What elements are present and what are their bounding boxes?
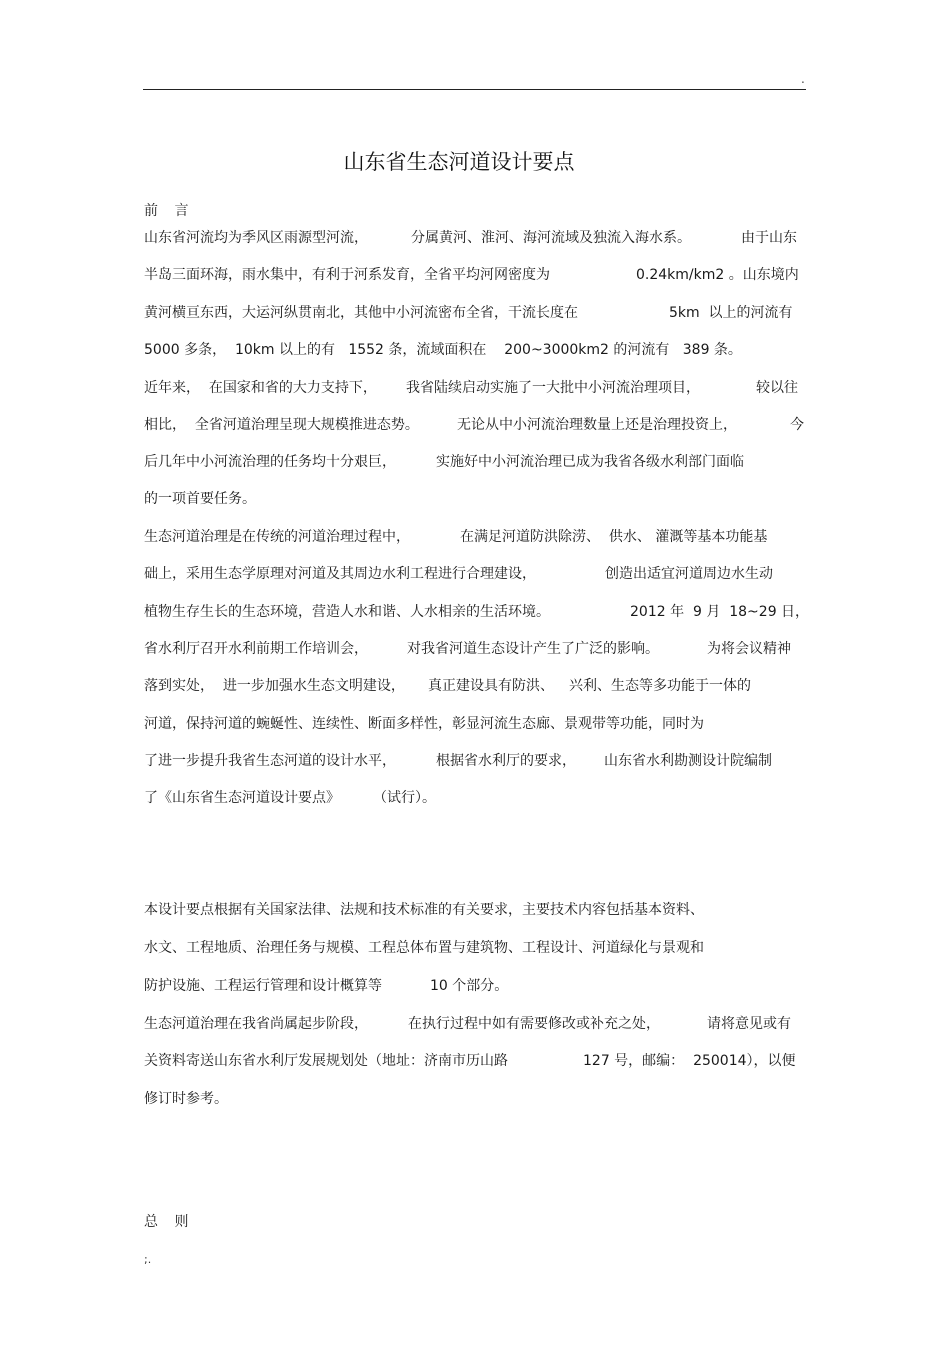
text-segment: 的一项首要任务。 [144,491,256,507]
text-segment: 了进一步提升我省生态河道的设计水平， [144,753,396,769]
text-segment: 0.24km/km2 。山东境内 [636,267,799,283]
text-segment: 落到实处， 进一步加强水生态文明建设， [144,678,405,694]
text-line [144,416,814,434]
text-segment: 了《山东省生态河道设计要点》 [144,790,340,806]
text-segment: 创造出适宜河道周边水生动 [605,566,773,582]
text-segment: 真正建设具有防洪、 [428,678,554,694]
text-segment: 生态河道治理是在传统的河道治理过程中， [144,529,410,545]
text-segment: 半岛三面环海，雨水集中，有利于河系发育，全省平均河网密度为 [144,267,550,283]
text-line [144,379,814,397]
text-segment: 本设计要点根据有关国家法律、法规和技术标准的有关要求，主要技术内容包括基本资料、 [144,902,704,918]
text-line [144,789,814,807]
text-segment: 为将会议精神 [707,641,791,657]
text-line [144,715,814,733]
text-line [144,565,814,583]
text-segment: 分属黄河、淮河、海河流域及独流入海水系。 [411,230,691,246]
text-segment: 相比， 全省河道治理呈现大规模推进态势。 [144,417,419,433]
text-segment: 由于山东 [741,230,797,246]
text-segment: 省水利厅召开水利前期工作培训会， [144,641,368,657]
text-segment: 今 [790,417,804,433]
text-segment: 我省陆续启动实施了一大批中小河流治理项目， [406,380,700,396]
section-heading-preface: 前 言 [144,203,195,219]
text-line [144,490,814,508]
text-segment: 山东省河流均为季风区雨源型河流， [144,230,368,246]
text-line [144,266,814,284]
text-segment: 近年来， 在国家和省的大力支持下， [144,380,377,396]
footer-mark: ;. [144,1253,152,1266]
header-corner-mark: . [801,72,805,86]
text-segment: 根据省水利厅的要求， [436,753,576,769]
text-line [144,752,814,770]
text-line [144,977,814,995]
text-line [144,304,814,322]
text-line [144,677,814,695]
header-rule [143,89,806,90]
text-segment: 10 个部分。 [430,978,509,994]
text-line [144,341,814,359]
text-segment: 5000 多条， 10km 以上的有 1552 条，流域面积在 200~3000km2 的河流有 389 条。 [144,342,742,358]
text-segment: 2012 年 9 月 18~29 日， [630,604,810,620]
text-segment: 关资料寄送山东省水利厅发展规划处（地址：济南市历山路 [144,1053,508,1069]
text-segment: 生态河道治理在我省尚属起步阶段， [144,1016,368,1032]
text-segment: 植物生存生长的生态环境，营造人水和谐、人水相亲的生活环境。 [144,604,550,620]
text-line [144,453,814,471]
text-segment: 较以往 [756,380,798,396]
text-line [144,640,814,658]
text-segment: 在满足河道防洪除涝、 供水、 灌溉等基本功能基 [460,529,768,545]
text-segment: 对我省河道生态设计产生了广泛的影响。 [407,641,659,657]
text-line [144,528,814,546]
text-segment: 黄河横亘东西，大运河纵贯南北，其他中小河流密布全省，干流长度在 [144,305,578,321]
text-line [144,1090,814,1108]
text-segment: 请将意见或有 [707,1016,791,1032]
text-line [144,901,814,919]
text-line [144,1015,814,1033]
text-segment: 修订时参考。 [144,1091,228,1107]
text-segment: 在执行过程中如有需要修改或补充之处， [408,1016,660,1032]
text-segment: 127 号，邮编： 250014），以便 [583,1053,796,1069]
text-line [144,1052,814,1070]
text-segment: 无论从中小河流治理数量上还是治理投资上， [457,417,737,433]
text-segment: 5km 以上的河流有 [669,305,793,321]
section-heading-general: 总 则 [144,1214,195,1230]
text-line [144,939,814,957]
text-segment: 水文、工程地质、治理任务与规模、工程总体布置与建筑物、工程设计、河道绿化与景观和 [144,940,704,956]
text-segment: 兴利、生态等多功能于一体的 [569,678,751,694]
text-segment: 后几年中小河流治理的任务均十分艰巨， [144,454,396,470]
text-segment: （试行）。 [373,790,436,806]
text-line [144,229,814,247]
text-segment: 实施好中小河流治理已成为我省各级水利部门面临 [436,454,744,470]
text-segment: 防护设施、工程运行管理和设计概算等 [144,978,382,994]
text-segment: 河道，保持河道的蜿蜒性、连续性、断面多样性，彰显河流生态廊、景观带等功能，同时为 [144,716,704,732]
text-segment: 山东省水利勘测设计院编制 [604,753,772,769]
text-line [144,603,814,621]
text-segment: 础上，采用生态学原理对河道及其周边水利工程进行合理建设， [144,566,536,582]
document-title: 山东省生态河道设计要点 [343,150,575,174]
